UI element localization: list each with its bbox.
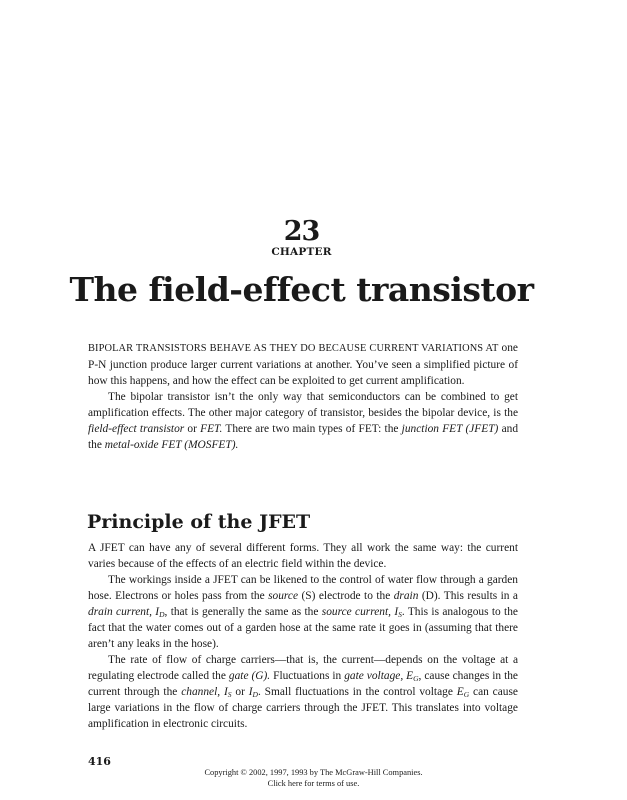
- intro-p2-text-a: The bipolar transistor isn’t the only way that semiconductors can be combined to get amplification effects. The other major category of transistor, besides the bipolar device, is the: [88, 391, 518, 419]
- section-p2-text-c: (D). This results in a: [418, 590, 518, 602]
- section-paragraph-1: A JFET can have any of several different forms. They all work the same way: the current varies because of the effects of an electric field within the device.: [88, 542, 518, 570]
- section-p3-text-c: , cause changes in the current through the: [88, 670, 518, 698]
- symbol-eg: [406, 670, 418, 682]
- term-gate: gate (G).: [228, 670, 271, 682]
- section-p3-text-or: or: [231, 686, 249, 698]
- symbol-id-subscript: D: [159, 610, 165, 619]
- intro-p2-text-d: and the: [88, 423, 519, 451]
- symbol-eg-2-subscript: G: [463, 690, 470, 699]
- section-p2-text-d: , that is generally the same as the: [164, 606, 322, 618]
- section-p2-text-e: . This is analogous to the fact that the water comes out of a garden hose at the same rate it goes in (assuming that there aren’t any leaks in the hose).: [88, 606, 518, 650]
- chapter-title: The field-effect transistor: [69, 270, 534, 309]
- term-drain: drain: [393, 590, 419, 602]
- term-fet: FET.: [200, 423, 223, 435]
- section-heading: Principle of the JFET: [87, 511, 311, 533]
- terms-of-use-link[interactable]: Click here for terms of use.: [267, 779, 360, 788]
- section-p3-text-a: The rate of flow of charge carriers—that is, the current—depends on the voltage at a regulating electrode called the: [88, 654, 518, 682]
- symbol-id: [155, 606, 164, 618]
- copyright-notice: Copyright © 2002, 1997, 1993 by The McGraw-Hill Companies.: [204, 768, 423, 777]
- chapter-label: CHAPTER: [271, 246, 332, 258]
- term-source-current: source current,: [321, 606, 391, 618]
- term-mosfet: metal-oxide FET (MOSFET).: [104, 439, 239, 451]
- symbol-eg-letter: E: [406, 670, 414, 682]
- intro-lead-caps: BIPOLAR TRANSISTORS BEHAVE AS THEY DO BECAUSE CURRENT VARIATIONS AT: [88, 343, 499, 354]
- term-drain-current: drain current,: [88, 606, 152, 618]
- intro-p2-text-c: There are two main types of FET: the: [222, 423, 402, 435]
- symbol-id-2-subscript: D: [252, 690, 258, 699]
- symbol-id-2: [249, 686, 258, 698]
- symbol-is-letter: I: [394, 606, 399, 618]
- symbol-eg-2-letter: E: [456, 686, 464, 698]
- chapter-number: 23: [283, 216, 320, 247]
- intro-p2-text-b: or: [184, 423, 201, 435]
- term-gate-voltage: gate voltage,: [344, 670, 404, 682]
- term-source: source: [268, 590, 299, 602]
- page-number: 416: [88, 755, 111, 768]
- symbol-is-2-letter: I: [223, 686, 228, 698]
- section-p2-text-a: The workings inside a JFET can be likened to the control of water flow through a garden hose. Electrons or holes pass from the: [88, 574, 518, 602]
- symbol-is: [394, 606, 402, 618]
- term-jfet: junction FET (JFET): [401, 423, 499, 435]
- section-paragraph-2: [88, 572, 518, 652]
- symbol-id-letter: I: [155, 606, 160, 618]
- intro-paragraph-2: [88, 389, 518, 453]
- intro-text: [88, 340, 518, 453]
- symbol-is-2-subscript: S: [227, 690, 232, 699]
- symbol-is-subscript: S: [398, 610, 402, 619]
- symbol-is-2: [224, 686, 232, 698]
- section-p3-text-d: . Small fluctuations in the control voltage: [257, 686, 457, 698]
- section-p3-text-b: Fluctuations in: [270, 670, 345, 682]
- intro-p1-rest: one P-N junction produce larger current variations at another. You’ve seen a simplified picture of how this happens, and how the effect can be exploited to get current amplification.: [88, 342, 518, 387]
- symbol-eg-subscript: G: [413, 674, 419, 683]
- symbol-id-2-letter: I: [248, 686, 253, 698]
- term-channel: channel,: [181, 686, 221, 698]
- section-p3-text-e: can cause large variations in the flow of charge carriers through the JFET. This translates into voltage amplification in electronic circuits.: [88, 686, 518, 730]
- section-p2-text-b: (S) electrode to the: [298, 590, 394, 602]
- symbol-eg-2: [457, 686, 469, 698]
- intro-paragraph-1: [88, 340, 518, 389]
- term-field-effect-transistor: field-effect transistor: [88, 423, 185, 435]
- section-paragraph-3: [88, 652, 518, 732]
- section-text: [88, 540, 518, 732]
